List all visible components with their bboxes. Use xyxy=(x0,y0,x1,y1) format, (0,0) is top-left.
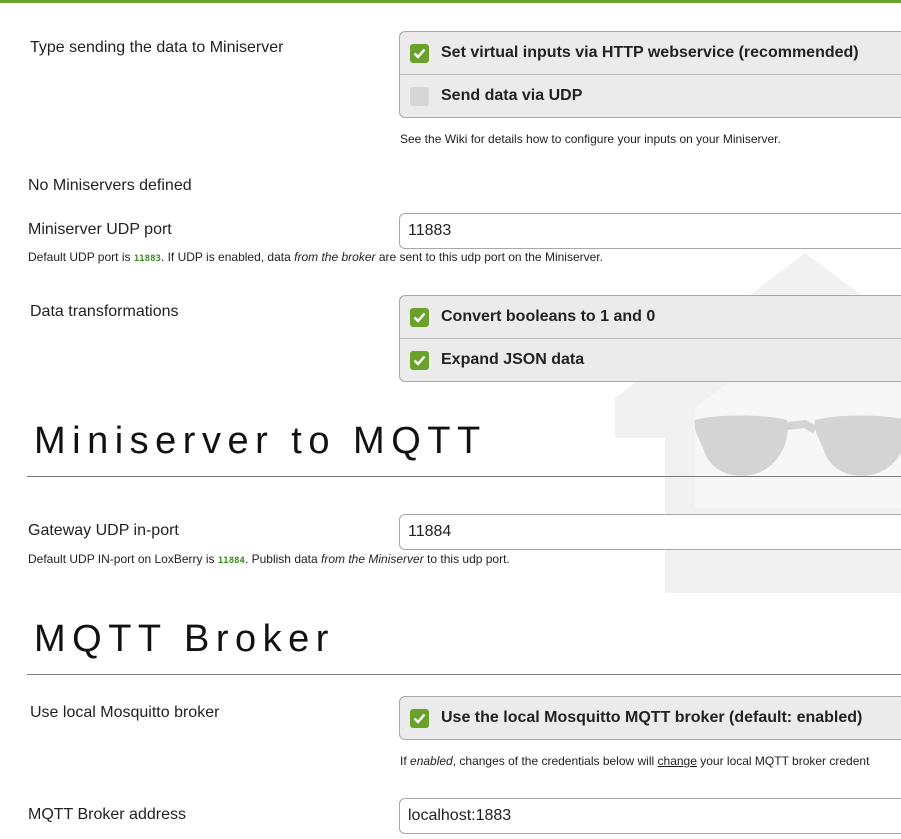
option-convert-booleans[interactable] xyxy=(400,296,901,339)
section-heading-ms-to-mqtt: Miniserver to MQTT xyxy=(34,420,487,462)
transformations-group xyxy=(399,295,901,382)
local-broker-group xyxy=(399,696,901,740)
option-http-label: Set virtual inputs via HTTP webservice (recommended) xyxy=(441,44,859,61)
option-local-broker-label: Use the local Mosquitto MQTT broker (default: enabled) xyxy=(441,709,863,726)
no-miniservers-text: No Miniservers defined xyxy=(28,177,192,194)
local-broker-label: Use local Mosquitto broker xyxy=(30,704,220,721)
gateway-inport-hint: Default UDP IN-port on LoxBerry is 11884. Publish data from the Miniserver to this udp port. xyxy=(28,552,510,566)
type-sending-label: Type sending the data to Miniserver xyxy=(30,39,284,56)
broker-address-label: MQTT Broker address xyxy=(28,806,186,823)
top-accent-bar xyxy=(0,0,901,3)
option-local-mosquitto[interactable] xyxy=(400,697,901,739)
section-heading-mqtt-broker: MQTT Broker xyxy=(34,618,335,660)
checkbox-udp-unchecked-icon[interactable] xyxy=(410,87,429,106)
section-divider xyxy=(27,476,901,477)
option-expand-json[interactable] xyxy=(400,339,901,381)
credentials-hint: If enabled, changes of the credentials below will change your local MQTT broker credent xyxy=(400,754,870,768)
gateway-inport-label: Gateway UDP in-port xyxy=(28,522,179,539)
option-http-webservice[interactable] xyxy=(400,32,901,75)
checkbox-http-checked-icon[interactable] xyxy=(410,44,429,63)
send-type-group xyxy=(399,31,901,118)
udp-port-hint: Default UDP port is 11883. If UDP is enabled, data from the broker are sent to this udp port on the Miniserver. xyxy=(28,250,603,264)
udp-port-label: Miniserver UDP port xyxy=(28,221,172,238)
option-booleans-label: Convert booleans to 1 and 0 xyxy=(441,308,656,325)
data-transformations-label: Data transformations xyxy=(30,303,179,320)
option-json-label: Expand JSON data xyxy=(441,351,585,368)
option-send-udp[interactable] xyxy=(400,75,901,117)
checkbox-booleans-checked-icon[interactable] xyxy=(410,308,429,327)
checkbox-local-broker-checked-icon[interactable] xyxy=(410,709,429,728)
broker-address-input[interactable]: localhost:1883 xyxy=(399,798,901,834)
gateway-inport-input[interactable]: 11884 xyxy=(399,514,901,550)
option-udp-label: Send data via UDP xyxy=(441,87,583,104)
section-divider xyxy=(27,674,901,675)
wiki-hint: See the Wiki for details how to configure your inputs on your Miniserver. xyxy=(400,132,781,146)
checkbox-json-checked-icon[interactable] xyxy=(410,351,429,370)
udp-port-input[interactable]: 11883 xyxy=(399,213,901,249)
